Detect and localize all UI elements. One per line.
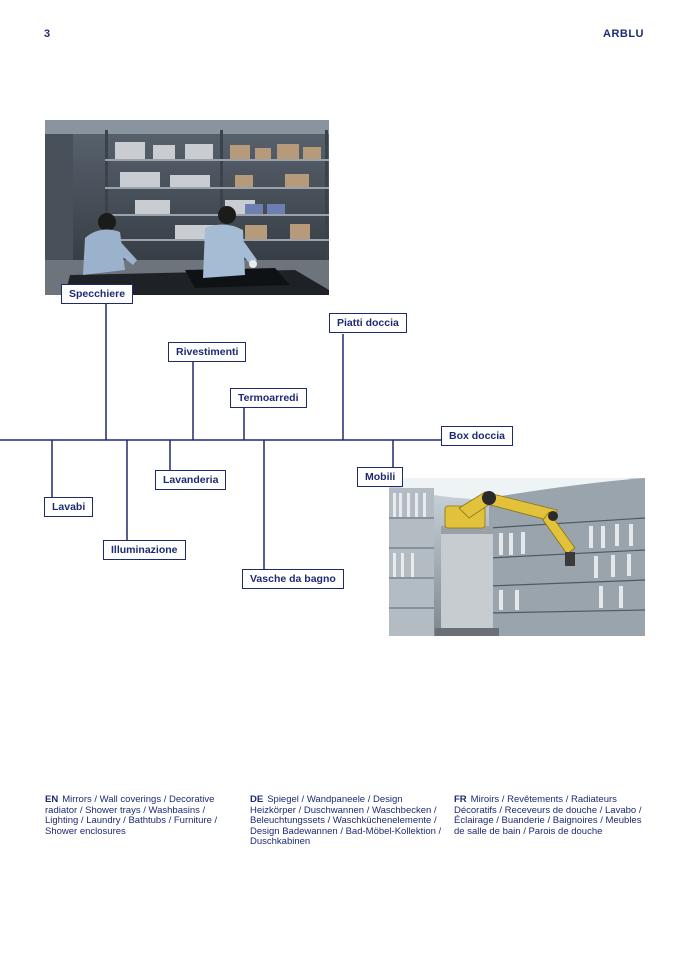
category-label-mobili[interactable]: Mobili [357,467,403,487]
category-label-termoarredi[interactable]: Termoarredi [230,388,307,408]
category-label-lavabi[interactable]: Lavabi [44,497,93,517]
category-label-specchiere[interactable]: Specchiere [61,284,133,304]
language-code-en: EN [45,794,59,805]
brand-logo-text: ARBLU [603,28,644,40]
translation-text-en: Mirrors / Wall coverings / Decorative radiator / Shower trays / Washbasins / Lighting / Laundry / Bathtubs / Furniture / Shower enclosures [45,794,218,837]
page-number: 3 [44,28,51,40]
category-label-illuminazione[interactable]: Illuminazione [103,540,186,560]
category-label-box-doccia[interactable]: Box doccia [441,426,513,446]
category-label-lavanderia[interactable]: Lavanderia [155,470,226,490]
translation-fr [454,795,644,837]
translation-text-de: Spiegel / Wandpaneele / Design Heizkörper / Duschwannen / Waschbecken / Beleuchtungssets / Waschküchenelemente / Design Badewannen / Bad-Möbel-Kollektion / Duschkabinen [250,794,442,847]
language-code-fr: FR [454,794,467,805]
category-label-vasche-da-bagno[interactable]: Vasche da bagno [242,569,344,589]
language-code-de: DE [250,794,264,805]
translation-en [45,795,240,837]
category-label-piatti-doccia[interactable]: Piatti doccia [329,313,407,333]
translation-de [250,795,445,848]
category-label-rivestimenti[interactable]: Rivestimenti [168,342,246,362]
translation-text-fr: Miroirs / Revêtements / Radiateurs Décoratifs / Receveurs de douche / Lavabo / Éclairage / Buanderie / Baignoires / Meubles de salle de bain / Parois de douche [454,794,642,837]
